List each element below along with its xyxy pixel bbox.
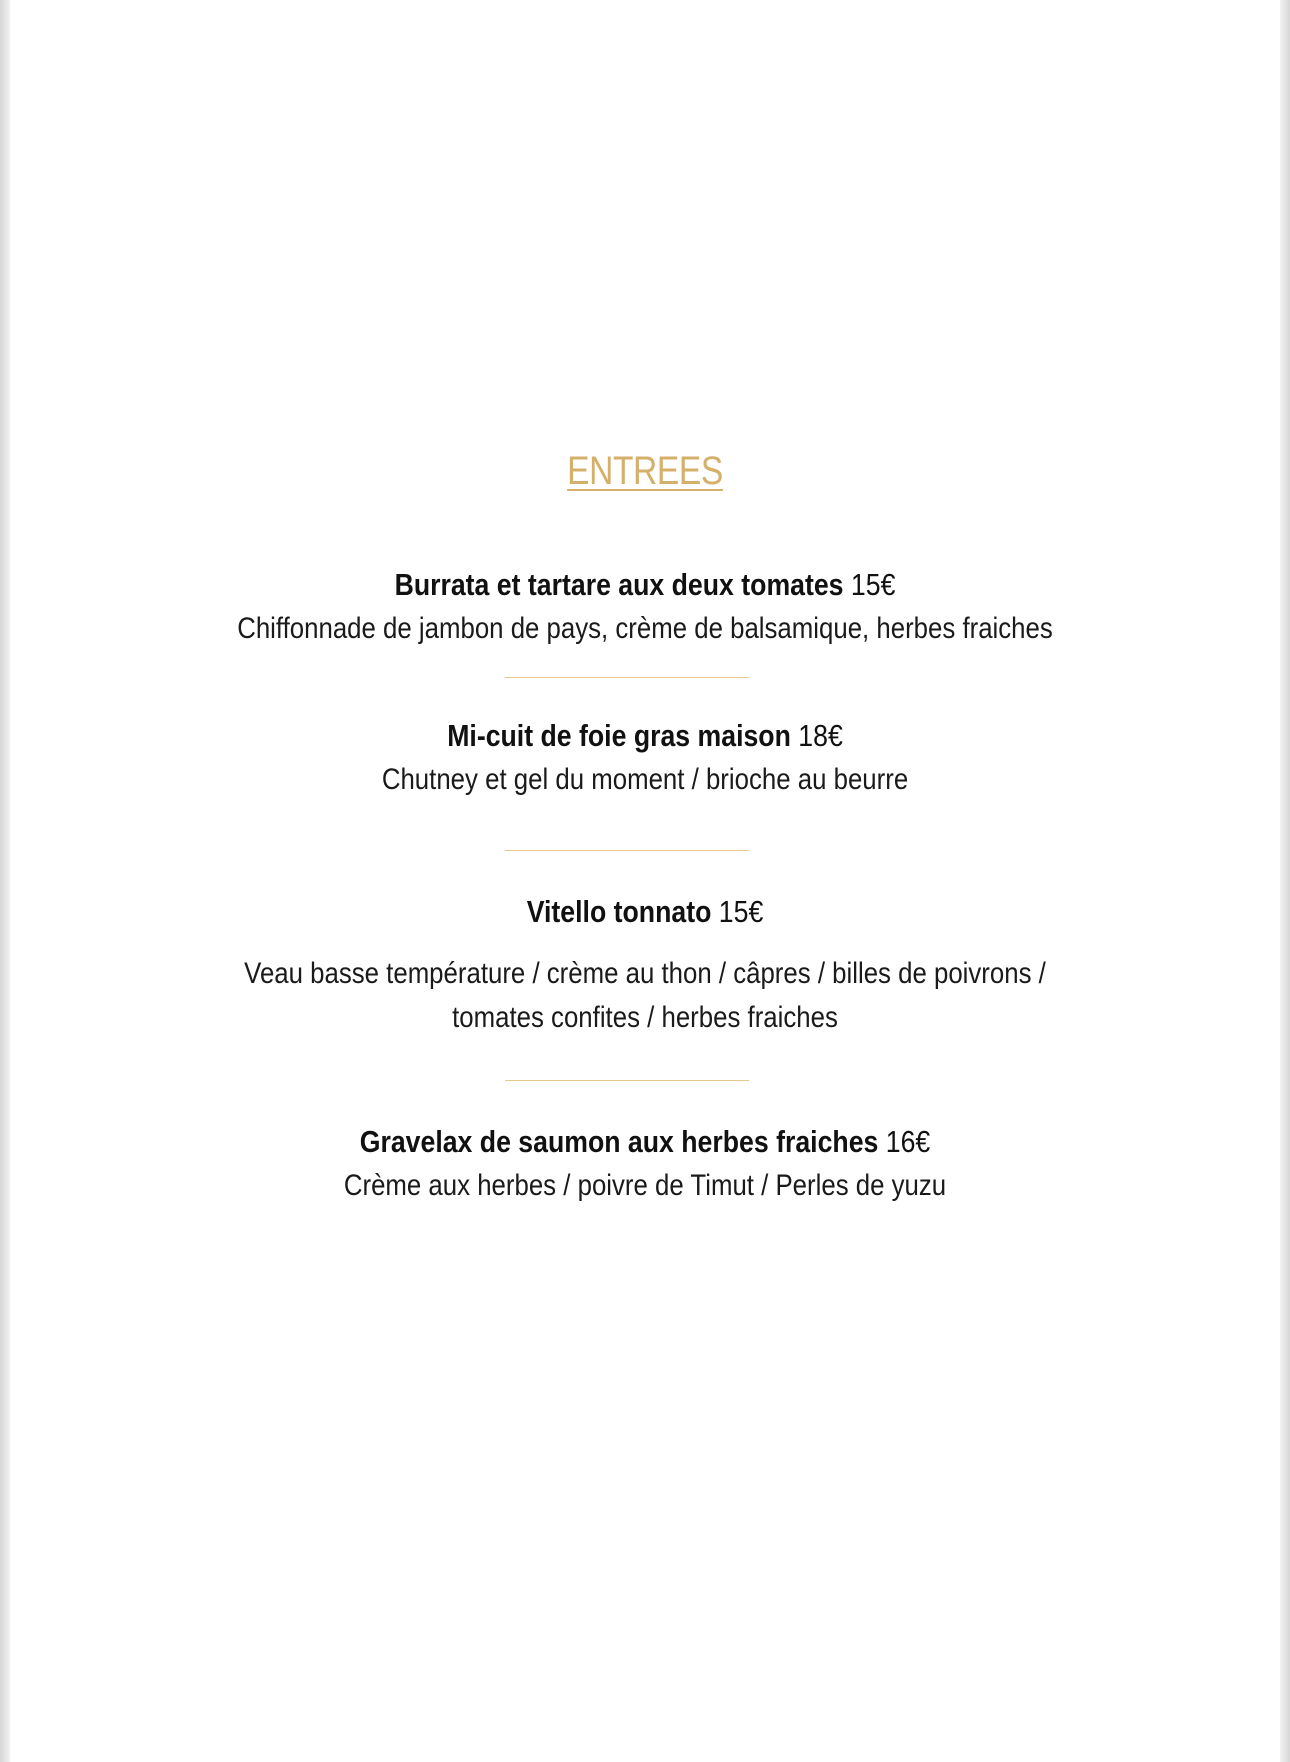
dish-price: 15€ (850, 567, 896, 602)
dish-item (10, 890, 1280, 1040)
dish-name: Burrata et tartare aux deux tomates (394, 567, 844, 602)
dish-heading (99, 1120, 1191, 1164)
dish-description: Chiffonnade de jambon de pays, crème de balsamique, herbes fraiches (237, 612, 1053, 645)
separator (505, 677, 749, 678)
dish-heading (99, 714, 1191, 758)
menu-page (10, 0, 1280, 1762)
dish-price: 15€ (718, 894, 764, 929)
page-shadow-right (1280, 0, 1290, 1762)
dish-price: 18€ (798, 718, 843, 753)
section-title: ENTREES (567, 449, 723, 493)
dish-item (10, 714, 1280, 802)
dish-item (10, 1120, 1280, 1208)
dish-price: 16€ (885, 1124, 931, 1159)
dish-description: Crème aux herbes / poivre de Timut / Perles de yuzu (343, 1169, 947, 1202)
page-shadow-left (0, 0, 10, 1762)
dish-name: Vitello tonnato (526, 894, 712, 929)
dish-description: Veau basse température / crème au thon / câpres / billes de poivrons / tomates confites / herbes fraiches (244, 957, 1046, 1034)
dish-description: Chutney et gel du moment / brioche au beurre (381, 763, 909, 796)
dish-heading (99, 563, 1191, 607)
separator (505, 1080, 749, 1081)
dish-name: Mi-cuit de foie gras maison (447, 718, 791, 753)
dish-heading (99, 890, 1191, 934)
dish-item (10, 563, 1280, 651)
separator (505, 850, 749, 851)
dish-name: Gravelax de saumon aux herbes fraiches (359, 1124, 879, 1159)
